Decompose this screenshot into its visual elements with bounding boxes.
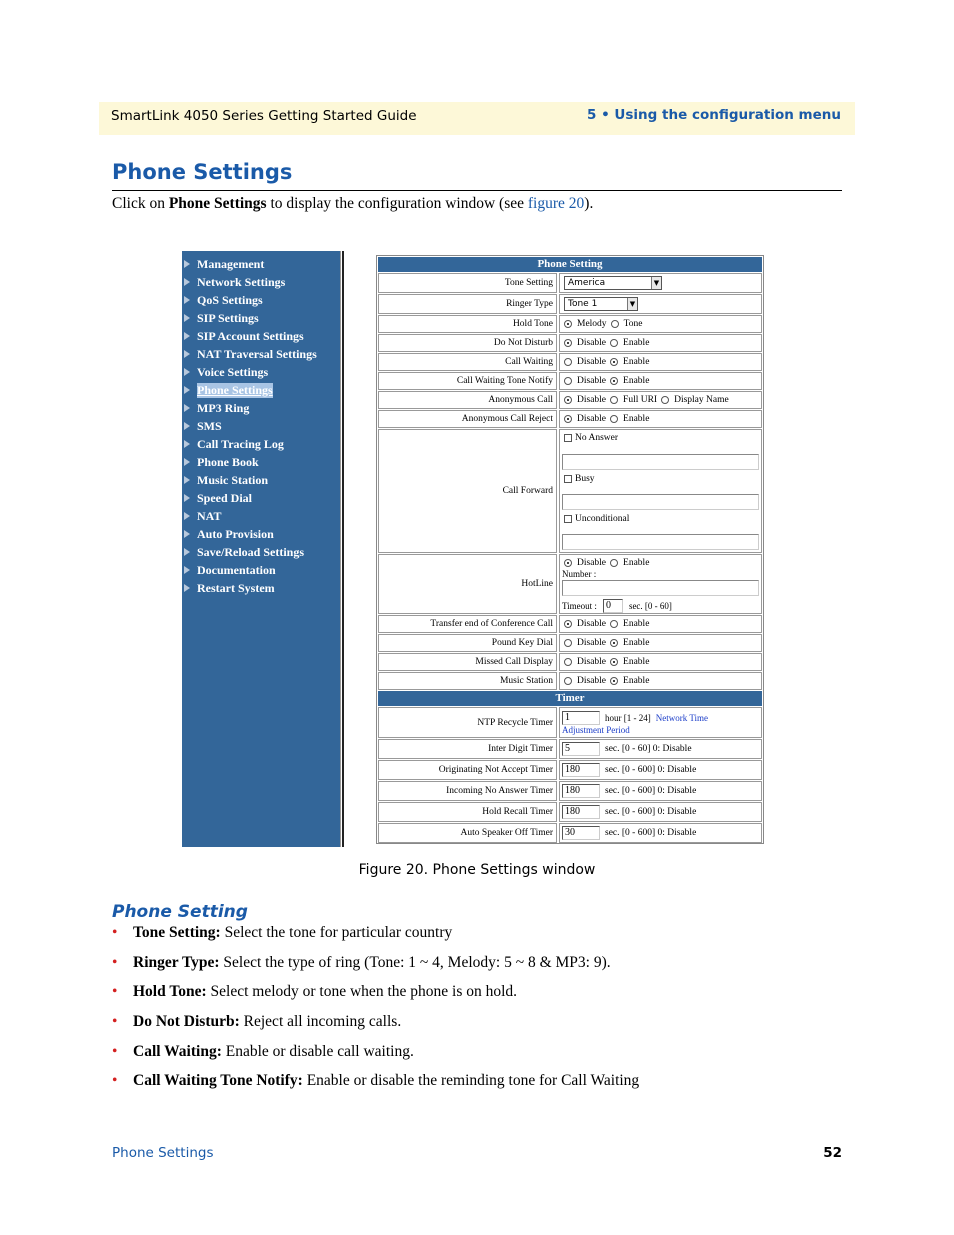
dropdown-arrow-icon: ▼ (627, 298, 637, 310)
frame-divider (340, 251, 344, 847)
disable-radio[interactable] (564, 358, 572, 366)
originating-timer-input[interactable]: 180 (562, 763, 600, 777)
timer-header: Timer (378, 691, 762, 706)
subsection-title: Phone Setting (112, 902, 248, 922)
menu-item-network-settings[interactable]: Network Settings (182, 273, 285, 291)
incoming-no-answer-timer-row: Incoming No Answer Timer 180 sec. [0 - 600] 0: Disable (378, 781, 762, 801)
bullet-icon: • (112, 954, 118, 971)
bullet-icon: • (112, 983, 118, 1000)
chapter-title: 5 • Using the configuration menu (587, 107, 841, 123)
menu-item-mp3-ring[interactable]: MP3 Ring (182, 399, 249, 417)
no-answer-number-input[interactable] (562, 454, 759, 470)
auto-speaker-timer-input[interactable]: 30 (562, 826, 600, 840)
adjustment-period-link[interactable]: Adjustment Period (562, 725, 630, 735)
enable-radio[interactable] (610, 639, 618, 647)
menu-item-auto-provision[interactable]: Auto Provision (182, 525, 274, 543)
page-number: 52 (823, 1145, 842, 1161)
music-station-row: Music Station Disable Enable (378, 672, 762, 690)
figure-caption: Figure 20. Phone Settings window (358, 862, 596, 878)
menu-item-call-tracing-log[interactable]: Call Tracing Log (182, 435, 284, 453)
arrow-icon (184, 278, 190, 286)
menu-item-music-station[interactable]: Music Station (182, 471, 268, 489)
tone-setting-row: Tone Setting America ▼ (378, 273, 762, 293)
arrow-icon (184, 350, 190, 358)
inter-digit-timer-row: Inter Digit Timer 5 sec. [0 - 60] 0: Disable (378, 739, 762, 759)
intro-paragraph: Click on Phone Settings to display the configuration window (see figure 20). (112, 195, 594, 212)
disable-radio[interactable] (564, 677, 572, 685)
menu-item-nat-traversal-settings[interactable]: NAT Traversal Settings (182, 345, 317, 363)
menu-item-speed-dial[interactable]: Speed Dial (182, 489, 252, 507)
page-title: Phone Settings (112, 160, 293, 184)
disable-radio[interactable] (564, 658, 572, 666)
menu-item-sms[interactable]: SMS (182, 417, 222, 435)
hotline-disable-radio[interactable] (564, 559, 572, 567)
arrow-icon (184, 314, 190, 322)
menu-item-phone-book[interactable]: Phone Book (182, 453, 259, 471)
running-header (99, 102, 855, 135)
tone-setting-select[interactable]: America ▼ (564, 276, 662, 290)
footer-section: Phone Settings (112, 1145, 214, 1161)
hold-recall-timer-input[interactable]: 180 (562, 805, 600, 819)
bullet-icon: • (112, 1072, 118, 1089)
disable-radio[interactable] (564, 639, 572, 647)
arrow-icon (184, 386, 190, 394)
arrow-icon (184, 440, 190, 448)
arrow-icon (184, 566, 190, 574)
disable-radio[interactable] (564, 396, 572, 404)
arrow-icon (184, 548, 190, 556)
hotline-enable-radio[interactable] (610, 559, 618, 567)
arrow-icon (184, 368, 190, 376)
arrow-icon (184, 512, 190, 520)
busy-number-input[interactable] (562, 494, 759, 510)
call-waiting-row: Call Waiting Disable Enable (378, 353, 762, 371)
call-forward-row: Call Forward No Answer Busy Unconditional (378, 429, 762, 553)
disable-radio[interactable] (564, 377, 572, 385)
menu-item-sip-account-settings[interactable]: SIP Account Settings (182, 327, 304, 345)
arrow-icon (184, 530, 190, 538)
arrow-icon (184, 296, 190, 304)
hotline-timeout-input[interactable]: 0 (603, 599, 623, 613)
anonymous-call-reject-row: Anonymous Call Reject Disable Enable (378, 410, 762, 428)
arrow-icon (184, 476, 190, 484)
auto-speaker-off-timer-row: Auto Speaker Off Timer 30 sec. [0 - 600] 0: Disable (378, 823, 762, 843)
title-rule (112, 190, 842, 191)
ringer-type-row: Ringer Type Tone 1 ▼ (378, 294, 762, 314)
transfer-conference-row: Transfer end of Conference Call Disable Enable (378, 615, 762, 633)
disable-radio[interactable] (564, 620, 572, 628)
arrow-icon (184, 260, 190, 268)
enable-radio[interactable] (610, 339, 618, 347)
config-menu (182, 251, 340, 847)
melody-radio[interactable] (564, 320, 572, 328)
dropdown-arrow-icon: ▼ (651, 277, 661, 289)
enable-radio[interactable] (610, 377, 618, 385)
display-name-radio[interactable] (661, 396, 669, 404)
arrow-icon (184, 422, 190, 430)
bullet-icon: • (112, 1043, 118, 1060)
arrow-icon (184, 458, 190, 466)
hotline-number-input[interactable] (562, 580, 759, 596)
menu-item-voice-settings[interactable]: Voice Settings (182, 363, 268, 381)
anonymous-call-row: Anonymous Call Disable Full URI Display Name (378, 391, 762, 409)
guide-title: SmartLink 4050 Series Getting Started Guide (111, 108, 417, 124)
tone-radio[interactable] (611, 320, 619, 328)
bullet-icon: • (112, 1013, 118, 1030)
ntp-timer-input[interactable]: 1 (562, 711, 600, 725)
menu-item-nat[interactable]: NAT (182, 507, 221, 525)
pound-key-dial-row: Pound Key Dial Disable Enable (378, 634, 762, 652)
missed-call-display-row: Missed Call Display Disable Enable (378, 653, 762, 671)
unconditional-number-input[interactable] (562, 534, 759, 550)
menu-item-management[interactable]: Management (182, 255, 264, 273)
unconditional-checkbox[interactable] (564, 515, 572, 523)
arrow-icon (184, 494, 190, 502)
no-answer-checkbox[interactable] (564, 434, 572, 442)
menu-item-save-reload-settings[interactable]: Save/Reload Settings (182, 543, 304, 561)
ntp-recycle-timer-row: NTP Recycle Timer 1 hour [1 - 24] Network Time Adjustment Period (378, 707, 762, 738)
busy-checkbox[interactable] (564, 475, 572, 483)
hotline-row: HotLine Disable Enable Number : Timeout : 0 sec. [0 - 60] (378, 554, 762, 614)
incoming-timer-input[interactable]: 180 (562, 784, 600, 798)
figure-link[interactable]: figure 20 (527, 195, 585, 212)
arrow-icon (184, 584, 190, 592)
hold-recall-timer-row: Hold Recall Timer 180 sec. [0 - 600] 0: Disable (378, 802, 762, 822)
enable-radio[interactable] (610, 358, 618, 366)
full-uri-radio[interactable] (610, 396, 618, 404)
phone-setting-header: Phone Setting (378, 257, 762, 272)
ringer-type-select[interactable]: Tone 1 ▼ (564, 297, 638, 311)
bullet-icon: • (112, 924, 118, 941)
inter-digit-timer-input[interactable]: 5 (562, 742, 600, 756)
menu-item-phone-settings[interactable]: Phone Settings (182, 381, 273, 399)
enable-radio[interactable] (610, 658, 618, 666)
network-time-link[interactable]: Network Time (655, 713, 709, 723)
call-waiting-tone-row: Call Waiting Tone Notify Disable Enable (378, 372, 762, 390)
disable-radio[interactable] (564, 339, 572, 347)
menu-item-documentation[interactable]: Documentation (182, 561, 276, 579)
disable-radio[interactable] (564, 415, 572, 423)
enable-radio[interactable] (610, 677, 618, 685)
do-not-disturb-row: Do Not Disturb Disable Enable (378, 334, 762, 352)
arrow-icon (184, 404, 190, 412)
enable-radio[interactable] (610, 415, 618, 423)
phone-settings-form (376, 255, 764, 844)
arrow-icon (184, 332, 190, 340)
menu-item-qos-settings[interactable]: QoS Settings (182, 291, 263, 309)
originating-not-accept-timer-row: Originating Not Accept Timer 180 sec. [0 - 600] 0: Disable (378, 760, 762, 780)
menu-item-restart-system[interactable]: Restart System (182, 579, 275, 597)
enable-radio[interactable] (610, 620, 618, 628)
hold-tone-row: Hold Tone Melody Tone (378, 315, 762, 333)
menu-item-sip-settings[interactable]: SIP Settings (182, 309, 259, 327)
